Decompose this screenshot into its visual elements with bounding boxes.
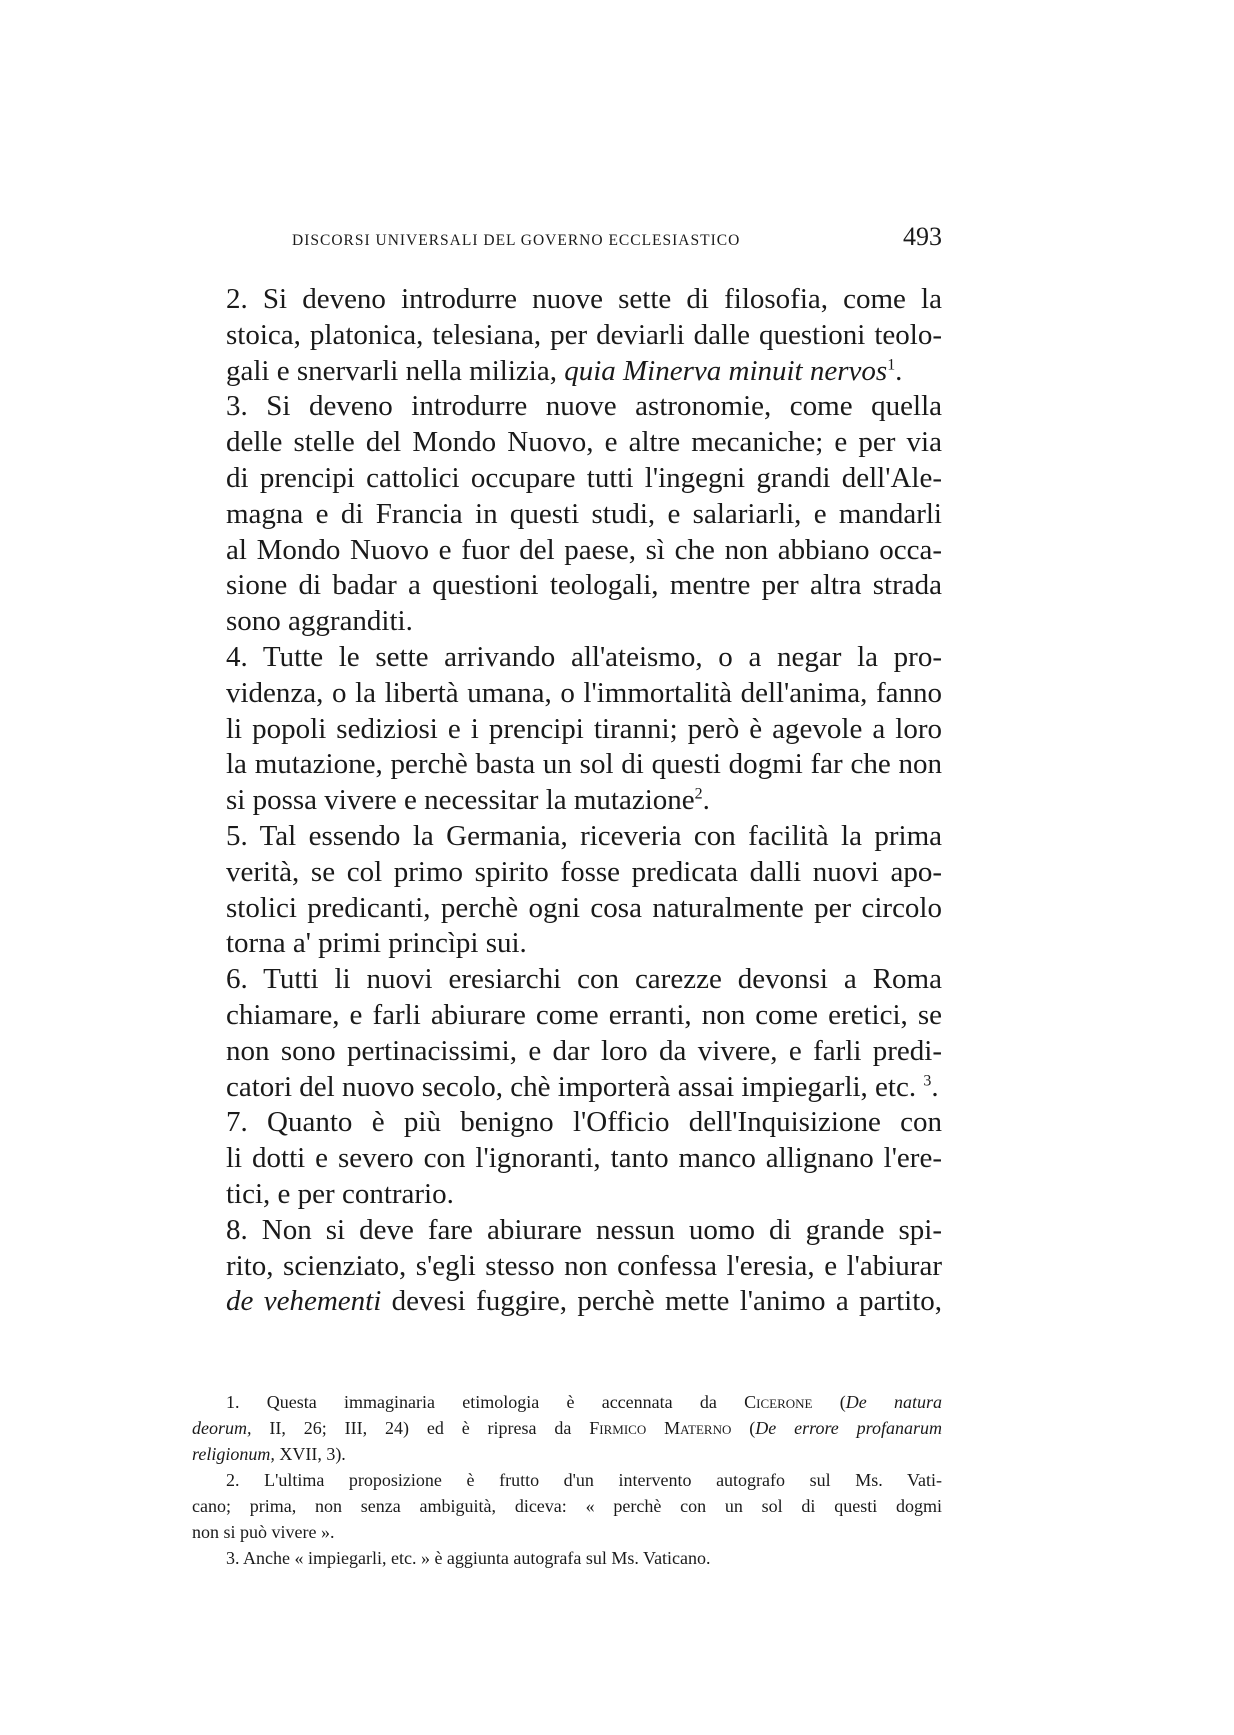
footnote-line: 3. Anche « impiegarli, etc. » è aggiunta autografa sul Ms. Vaticano. — [226, 1548, 711, 1568]
text-span: . — [702, 784, 710, 817]
work-title: De errore profanarum — [755, 1418, 942, 1438]
text-line: non sono pertinacissimi, e dar loro da vivere, e farli predi- — [226, 1034, 942, 1067]
text-line — [192, 783, 942, 819]
footnote-line — [192, 1441, 942, 1467]
text-line: li dotti e severo con l'ignoranti, tanto manco allignano l'ere- — [226, 1142, 942, 1175]
paragraph-3 — [192, 389, 942, 640]
text-line: 5. Tal essendo la Germania, riceveria con facilità la prima — [226, 819, 942, 852]
paragraph-8 — [192, 1213, 942, 1320]
text-span: catori del nuovo secolo, chè importerà assai impiegarli, etc. — [226, 1070, 924, 1103]
latin-phrase: de vehementi — [226, 1285, 382, 1318]
footnote-ref-2: 2 — [694, 785, 703, 803]
work-title: religionum, — [192, 1444, 275, 1464]
text-line: la mutazione, perchè basta un sol di questi dogmi far che non — [226, 748, 942, 781]
text-line — [192, 1284, 942, 1320]
text-line: 7. Quanto è più benigno l'Officio dell'Inquisizione con — [226, 1106, 942, 1139]
paragraph-4 — [192, 640, 942, 819]
author-name: Cicerone — [744, 1392, 813, 1412]
footnote-line: non si può vivere ». — [192, 1522, 335, 1542]
text-line: stolici predicanti, perchè ogni cosa naturalmente per circolo — [226, 891, 942, 924]
text-span: II, 26; III, 24) ed è ripresa da — [251, 1418, 590, 1438]
text-line: al Mondo Nuovo e fuor del paese, sì che non abbiano occa- — [226, 533, 942, 566]
text-line — [192, 354, 942, 390]
text-line: torna a' primi princìpi sui. — [226, 927, 527, 960]
text-span: . — [895, 354, 903, 387]
text-line: rito, scienziato, s'egli stesso non confessa l'eresia, e l'abiurar — [226, 1249, 942, 1282]
footnote-ref-1: 1 — [887, 355, 896, 373]
text-span: XVII, 3). — [274, 1444, 346, 1464]
text-span: gali e snervarli nella milizia, — [226, 354, 565, 387]
text-span: ( — [731, 1418, 756, 1438]
author-name: Firmico Materno — [589, 1418, 732, 1438]
text-span: si possa vivere e necessitar la mutazione — [226, 784, 695, 817]
text-line: 2. Si deveno introdurre nuove sette di filosofia, come la — [226, 283, 942, 315]
text-span: . — [931, 1070, 939, 1103]
footnote-line — [192, 1389, 942, 1415]
text-span: ( — [812, 1392, 846, 1412]
main-text — [192, 282, 942, 1320]
footnote-line — [192, 1415, 942, 1441]
footnote-2 — [192, 1467, 942, 1545]
latin-quote: quia Minerva minuit nervos — [564, 354, 888, 387]
footnote-line: cano; prima, non senza ambiguità, diceva: « perchè con un sol di questi dogmi — [192, 1496, 942, 1516]
paragraph-7 — [192, 1105, 942, 1212]
text-line: sione di badar a questioni teologali, mentre per altra strada — [226, 569, 942, 602]
text-line: di prencipi cattolici occupare tutti l'ingegni grandi dell'Ale- — [226, 461, 942, 494]
text-line: 3. Si deveno introdurre nuove astronomie, come quella — [226, 390, 942, 423]
paragraph-2 — [192, 282, 942, 389]
text-span: 1. Questa immaginaria etimologia è accennata da — [226, 1392, 745, 1412]
text-line: delle stelle del Mondo Nuovo, e altre mecaniche; e per via — [226, 426, 942, 459]
text-line: 6. Tutti li nuovi eresiarchi con carezze devonsi a Roma — [226, 963, 942, 996]
text-line: 8. Non si deve fare abiurare nessun uomo di grande spi- — [226, 1213, 942, 1246]
work-title: De natura — [845, 1392, 942, 1412]
text-line: videnza, o la libertà umana, o l'immortalità dell'anima, fanno — [226, 676, 942, 709]
paragraph-6 — [192, 962, 942, 1105]
text-line: magna e di Francia in questi studi, e salariarli, e mandarli — [226, 497, 942, 530]
paragraph-5 — [192, 819, 942, 962]
text-line: verità, se col primo spirito fosse predicata dalli nuovi apo- — [226, 855, 942, 888]
footnotes — [192, 1389, 942, 1571]
text-line: 4. Tutte le sette arrivando all'ateismo, o a negar la pro- — [226, 640, 942, 673]
running-header — [292, 222, 942, 252]
footnote-ref-3: 3 — [923, 1071, 932, 1089]
text-line: li popoli sediziosi e i prencipi tiranni; però è agevole a loro — [226, 712, 942, 745]
text-line — [192, 1070, 942, 1106]
footnote-line: 2. L'ultima proposizione è frutto d'un intervento autografo sul Ms. Vati- — [226, 1470, 942, 1490]
text-line: sono aggranditi. — [226, 605, 413, 638]
text-span: devesi fuggire, perchè mette l'animo a partito, — [381, 1285, 942, 1318]
text-line: tici, e per contrario. — [226, 1177, 454, 1210]
work-title: deorum, — [192, 1418, 252, 1438]
running-title: DISCORSI UNIVERSALI DEL GOVERNO ECCLESIASTICO — [292, 232, 741, 249]
page-number: 493 — [903, 222, 942, 251]
text-line: stoica, platonica, telesiana, per deviarli dalle questioni teolo- — [226, 318, 942, 351]
text-line: chiamare, e farli abiurare come erranti, non come eretici, se — [226, 998, 942, 1031]
footnote-3 — [192, 1545, 942, 1571]
footnote-1 — [192, 1389, 942, 1467]
